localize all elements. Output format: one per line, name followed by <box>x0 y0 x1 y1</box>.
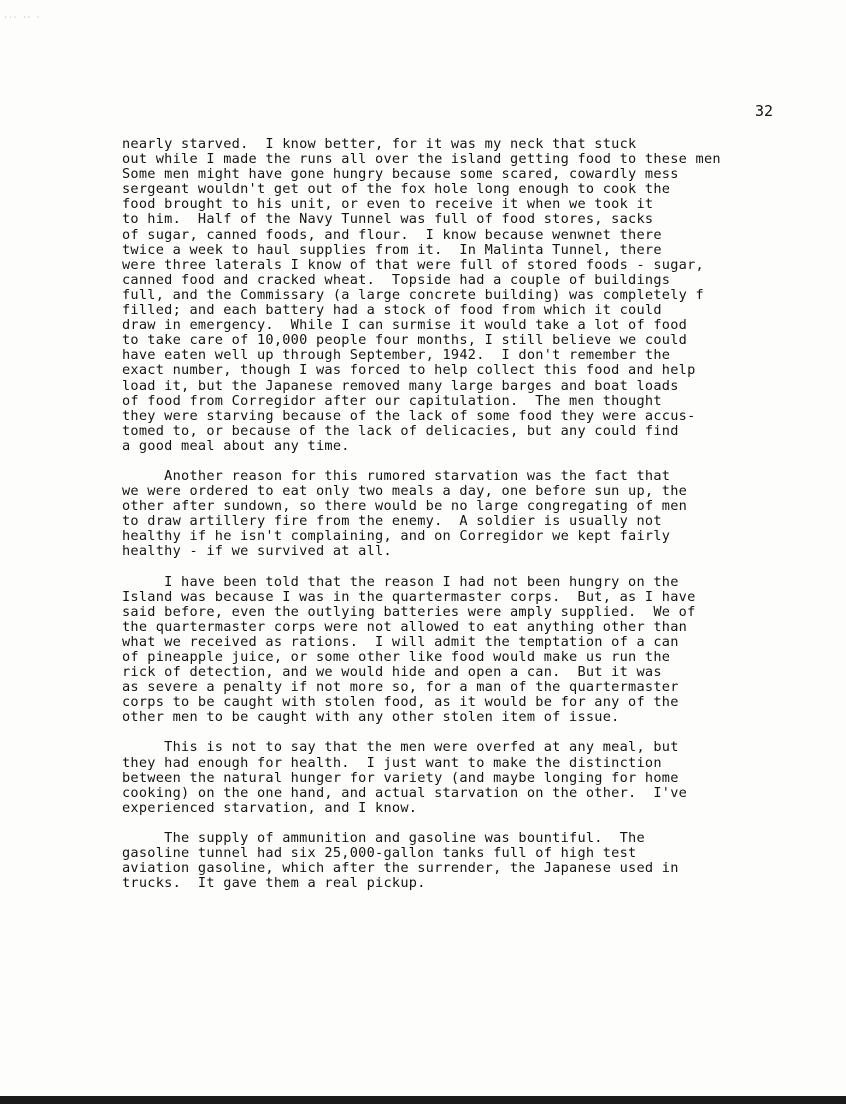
text-line: healthy - if we survived at all. <box>122 543 392 560</box>
text-line: of food from Corregidor after our capitulation. The men thought <box>122 392 662 409</box>
text-line: The supply of ammunition and gasoline was bountiful. The <box>122 829 645 846</box>
text-line: to him. Half of the Navy Tunnel was full of food stores, sacks <box>122 211 654 228</box>
text-line: we were ordered to eat only two meals a day, one before sun up, the <box>122 483 688 500</box>
text-line: said before, even the outlying batteries were amply supplied. We of <box>122 603 696 620</box>
paragraph <box>122 740 842 815</box>
text-line: experienced starvation, and I know. <box>122 799 418 816</box>
text-line: twice a week to haul supplies from it. In Malinta Tunnel, there <box>122 241 662 258</box>
text-line: as severe a penalty if not more so, for a man of the quartermaster <box>122 679 679 696</box>
text-line: they were starving because of the lack of some food they were accus- <box>122 407 696 424</box>
text-line: were three laterals I know of that were full of stored foods - sugar, <box>122 256 704 273</box>
text-line: exact number, though I was forced to help collect this food and help <box>122 362 696 379</box>
text-line: filled; and each battery had a stock of food from which it could <box>122 302 662 319</box>
text-line: Island was because I was in the quartermaster corps. But, as I have <box>122 588 696 605</box>
text-line: draw in emergency. While I can surmise it would take a lot of food <box>122 317 688 334</box>
page-number: 32 <box>755 102 774 120</box>
text-line: what we received as rations. I will admit the temptation of a can <box>122 633 679 650</box>
scan-bottom-edge <box>0 1096 846 1104</box>
text-line: have eaten well up through September, 1942. I don't remember the <box>122 347 671 364</box>
text-line: corps to be caught with stolen food, as it would be for any of the <box>122 694 679 711</box>
paragraph <box>122 137 842 454</box>
text-line: nearly starved. I know better, for it was my neck that stuck <box>122 136 637 152</box>
text-line: out while I made the runs all over the island getting food to these men <box>122 151 721 168</box>
text-line: of sugar, canned foods, and flour. I know because wenwnet there <box>122 226 662 243</box>
text-line: gasoline tunnel had six 25,000-gallon tanks full of high test <box>122 845 637 862</box>
text-line: I have been told that the reason I had not been hungry on the <box>122 573 679 590</box>
text-line: other after sundown, so there would be no large congregating of men <box>122 498 688 515</box>
text-line: full, and the Commissary (a large concrete building) was completely f <box>122 286 704 303</box>
text-line: tomed to, or because of the lack of delicacies, but any could find <box>122 422 679 439</box>
text-line: to take care of 10,000 people four months, I still believe we could <box>122 332 688 349</box>
text-line: they had enough for health. I just want to make the distinction <box>122 754 662 771</box>
paragraph <box>122 575 842 726</box>
text-line: between the natural hunger for variety (and maybe longing for home <box>122 769 679 786</box>
text-line: healthy if he isn't complaining, and on Corregidor we kept fairly <box>122 528 671 545</box>
text-line: a good meal about any time. <box>122 437 350 454</box>
text-line: food brought to his unit, or even to receive it when we took it <box>122 196 654 213</box>
text-line: the quartermaster corps were not allowed to eat anything other than <box>122 618 688 635</box>
text-line: Some men might have gone hungry because some scared, cowardly mess <box>122 166 679 183</box>
text-line: trucks. It gave them a real pickup. <box>122 875 426 892</box>
text-line: load it, but the Japanese removed many large barges and boat loads <box>122 377 679 394</box>
paragraph <box>122 469 842 560</box>
text-line: This is not to say that the men were overfed at any meal, but <box>122 739 679 756</box>
text-line: rick of detection, and we would hide and open a can. But it was <box>122 664 662 681</box>
paragraph <box>122 831 842 891</box>
text-line: canned food and cracked wheat. Topside had a couple of buildings <box>122 271 671 288</box>
corner-speck: ··· ·· · <box>4 14 41 21</box>
text-line: aviation gasoline, which after the surrender, the Japanese used in <box>122 860 679 877</box>
text-line: of pineapple juice, or some other like food would make us run the <box>122 649 671 665</box>
text-line: other men to be caught with any other stolen item of issue. <box>122 709 620 726</box>
text-line: sergeant wouldn't get out of the fox hole long enough to cook the <box>122 181 671 198</box>
text-line: to draw artillery fire from the enemy. A soldier is usually not <box>122 513 662 530</box>
document-body <box>122 137 842 891</box>
text-line: cooking) on the one hand, and actual starvation on the other. I've <box>122 784 688 801</box>
text-line: Another reason for this rumored starvation was the fact that <box>122 467 671 484</box>
